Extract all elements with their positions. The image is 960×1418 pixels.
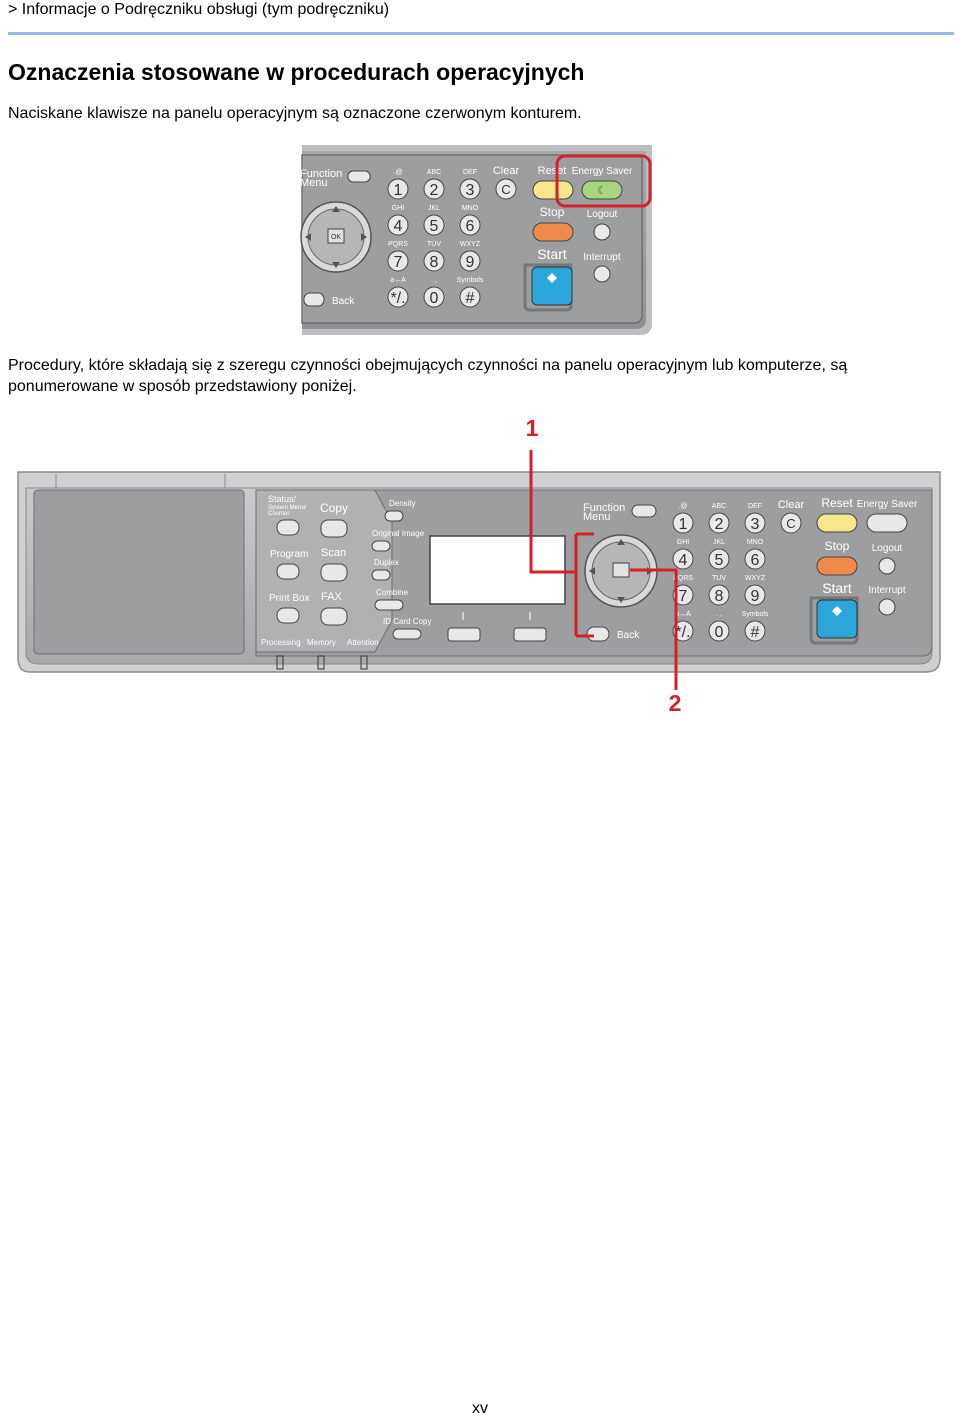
back-label-full: Back	[617, 630, 640, 641]
keypad-digit: 7	[678, 588, 688, 605]
function-menu-button-full[interactable]	[632, 505, 656, 517]
keypad-digit: 4	[678, 552, 688, 569]
step-1-callout: 1	[525, 415, 539, 441]
density-label: Density	[389, 499, 416, 508]
function-menu-label-full: Function	[583, 502, 626, 514]
keypad-letter-label: JKL	[712, 539, 726, 546]
keypad-digit: */.	[390, 290, 406, 307]
copy-label: Copy	[320, 501, 349, 515]
print-box-button[interactable]	[277, 608, 299, 623]
keypad-digit: 4	[393, 218, 403, 235]
keypad-letter-label: ABC	[711, 503, 727, 510]
svg-text:☾: ☾	[597, 185, 607, 197]
soft-key-right[interactable]	[514, 628, 546, 641]
duplex-label: Duplex	[374, 558, 399, 567]
page-number: xv	[472, 1400, 488, 1417]
keypad-letter-label: TUV	[427, 241, 441, 248]
keypad-letter-label: Symbols	[456, 277, 484, 284]
logout-button[interactable]	[594, 224, 610, 240]
energy-saver-label: Energy Saver	[571, 166, 633, 177]
keypad-letter-label: MNO	[461, 205, 479, 212]
keypad-letter-label: a↔A	[390, 277, 406, 284]
page-title: Oznaczenia stosowane w procedurach operacyjnych	[8, 59, 585, 85]
scan-label: Scan	[321, 547, 347, 559]
program-button[interactable]	[277, 564, 299, 579]
keypad-letter-label: a↔A	[675, 611, 691, 618]
start-button[interactable]	[532, 267, 572, 305]
clear-glyph: C	[501, 182, 511, 197]
keypad-digit: 1	[393, 182, 403, 199]
intro-paragraph: Naciskane klawisze na panelu operacyjnym są oznaczone czerwonym konturem.	[8, 105, 582, 122]
ok-label: OK	[330, 234, 342, 241]
density-button[interactable]	[385, 511, 403, 521]
keypad-digit: 0	[429, 290, 439, 307]
keypad-letter-label: GHI	[676, 539, 690, 546]
original-image-label: Original Image	[372, 529, 425, 538]
keypad-digit: */.	[675, 624, 691, 641]
function-menu-label-full-2: Menu	[583, 511, 611, 523]
start-button-full[interactable]	[817, 600, 857, 638]
keypad-digit: #	[750, 624, 760, 641]
keypad-digit: #	[465, 290, 475, 307]
keypad-letter-label: .@	[393, 169, 403, 176]
back-button-full[interactable]	[587, 627, 609, 641]
stop-button-full[interactable]	[817, 557, 857, 575]
keypad-letter-label: DEF	[748, 503, 762, 510]
reset-label-full: Reset	[821, 496, 853, 510]
id-card-copy-button[interactable]	[393, 629, 421, 639]
clear-label-full: Clear	[777, 499, 805, 511]
keypad-digit: 9	[750, 588, 760, 605]
memory-label: Memory	[307, 638, 336, 647]
panel-illustration-small	[300, 143, 658, 338]
keypad-digit: 0	[714, 624, 724, 641]
energy-saver-button-full[interactable]	[867, 514, 907, 532]
logout-label: Logout	[586, 209, 618, 220]
keypad-digit: 2	[714, 516, 724, 533]
steps-paragraph: Procedury, które składają się z szeregu czynności obejmujących czynności na panelu operacyjnym lub komputerze, są ponumerowane w sposób przedstawiony poniżej.	[8, 357, 848, 395]
keypad-letter-label: MNO	[746, 539, 764, 546]
keypad-letter-label: WXYZ	[744, 575, 766, 582]
keypad-letter-label: PQRS	[388, 241, 408, 248]
keypad-digit: 1	[678, 516, 688, 533]
keypad-digit: 2	[429, 182, 439, 199]
original-image-button[interactable]	[372, 541, 390, 551]
clear-label: Clear	[492, 165, 520, 177]
keypad-letter-label: DEF	[463, 169, 477, 176]
keypad-digit: 6	[465, 218, 475, 235]
combine-button[interactable]	[375, 600, 403, 610]
keypad-letter-label: .@	[678, 503, 688, 510]
print-box-label: Print Box	[269, 593, 310, 604]
keypad-letter-label: . ,	[716, 611, 722, 618]
start-label-full: Start	[822, 580, 852, 596]
keypad-letter-label: ABC	[426, 169, 442, 176]
interrupt-label-full: Interrupt	[868, 585, 906, 596]
keypad-letter-label: Symbols	[741, 611, 769, 618]
back-label: Back	[332, 296, 355, 307]
logout-label-full: Logout	[871, 543, 903, 554]
energy-saver-label-full: Energy Saver	[856, 499, 918, 510]
keypad-digit: 8	[714, 588, 724, 605]
keypad-digit: 5	[429, 218, 439, 235]
interrupt-button[interactable]	[594, 266, 610, 282]
keypad-letter-label: GHI	[391, 205, 405, 212]
interrupt-label: Interrupt	[583, 252, 621, 263]
function-menu-button[interactable]	[348, 171, 370, 182]
id-card-copy-label: ID Card Copy	[383, 617, 432, 626]
stop-button[interactable]	[533, 223, 573, 241]
program-label: Program	[270, 549, 309, 560]
start-label: Start	[537, 246, 567, 262]
clear-glyph-full: C	[786, 516, 796, 531]
keypad-digit: 5	[714, 552, 724, 569]
soft-key-left[interactable]	[448, 628, 480, 641]
combine-label: Combine	[376, 588, 409, 597]
keypad-digit: 9	[465, 254, 475, 271]
reset-label: Reset	[537, 165, 567, 177]
keypad-digit: 3	[465, 182, 475, 199]
keypad-letter-label: TUV	[712, 575, 726, 582]
reset-button-full[interactable]	[817, 514, 857, 532]
breadcrumb[interactable]: > Informacje o Podręczniku obsługi (tym podręczniku)	[8, 1, 390, 18]
panel-illustration-full	[0, 410, 960, 720]
processing-label: Processing	[261, 638, 301, 647]
keypad-letter-label: JKL	[427, 205, 441, 212]
scan-button[interactable]	[321, 564, 347, 581]
status-menu-button[interactable]	[277, 520, 299, 535]
stop-label: Stop	[539, 205, 565, 219]
fax-label: FAX	[321, 591, 342, 603]
copy-button[interactable]	[321, 520, 347, 537]
reset-button[interactable]	[533, 181, 573, 199]
keypad-digit: 6	[750, 552, 760, 569]
header-rule	[8, 32, 954, 35]
step-2-callout: 2	[668, 690, 682, 716]
status-menu-label-3: Counter	[268, 511, 290, 517]
back-button[interactable]	[304, 293, 324, 306]
duplex-button[interactable]	[372, 570, 390, 580]
logout-button-full[interactable]	[879, 558, 895, 574]
keypad-letter-label: WXYZ	[459, 241, 481, 248]
stop-label-full: Stop	[824, 539, 850, 553]
keypad-digit: 3	[750, 516, 760, 533]
keypad-letter-label: . ,	[431, 277, 437, 284]
interrupt-button-full[interactable]	[879, 599, 895, 615]
attention-label: Attention	[347, 638, 379, 647]
status-menu-label: Status/	[268, 494, 297, 504]
keypad-digit: 8	[429, 254, 439, 271]
function-menu-label-2: Menu	[300, 177, 328, 189]
fax-button[interactable]	[321, 608, 347, 625]
status-menu-label-2: System Menu/	[268, 505, 307, 511]
keypad-digit: 7	[393, 254, 403, 271]
keypad-letter-label: PQRS	[673, 575, 693, 582]
navigation-dpad[interactable]	[301, 202, 371, 272]
lcd-display	[430, 536, 565, 604]
function-menu-label: Function	[300, 168, 343, 180]
